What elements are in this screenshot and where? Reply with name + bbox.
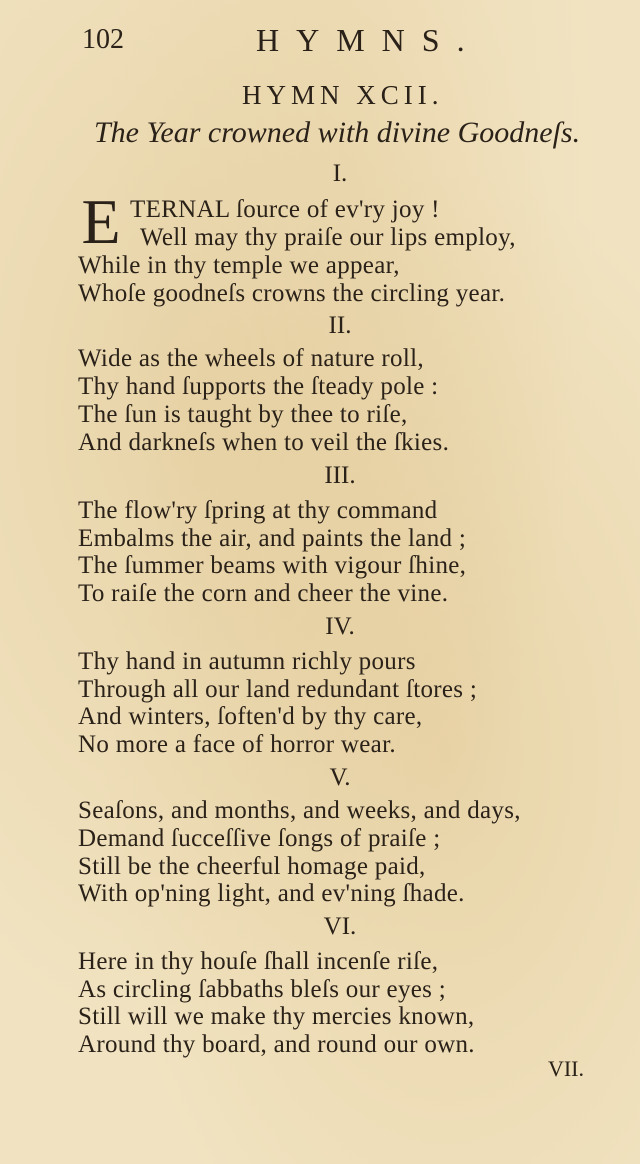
verse-line: TERNAL ſource of ev'ry joy ! bbox=[130, 196, 440, 223]
verse-line: And winters, ſoften'd by thy care, bbox=[78, 703, 423, 730]
verse-line: Embalms the air, and paints the land ; bbox=[78, 525, 467, 552]
verse-line: The flow'ry ſpring at thy command bbox=[78, 497, 438, 524]
verse-line: Whoſe goodneſs crowns the circling year. bbox=[78, 280, 506, 307]
verse-line: And darkneſs when to veil the ſkies. bbox=[78, 429, 450, 456]
verse-line: To raiſe the corn and cheer the vine. bbox=[78, 580, 449, 607]
verse-line: Well may thy praiſe our lips employ, bbox=[140, 224, 516, 251]
catchword: VII. bbox=[547, 1056, 584, 1081]
stanza-numeral-4: IV. bbox=[325, 613, 355, 640]
verse-line: Through all our land redundant ſtores ; bbox=[78, 676, 478, 703]
hymn-number: HYMN XCII. bbox=[242, 80, 444, 110]
stanza-numeral-5: V. bbox=[329, 764, 351, 791]
verse-line: Demand ſucceſſive ſongs of praiſe ; bbox=[78, 825, 441, 852]
verse-line: Thy hand in autumn richly pours bbox=[78, 648, 416, 675]
drop-cap: E bbox=[81, 186, 121, 257]
hymn-title: The Year crowned with divine Goodneſs. bbox=[94, 116, 581, 149]
verse-line: Thy hand ſupports the ſteady pole : bbox=[78, 373, 439, 400]
verse-line: Around thy board, and round our own. bbox=[78, 1031, 475, 1058]
verse-line: While in thy temple we appear, bbox=[78, 252, 400, 279]
stanza-numeral-3: III. bbox=[324, 462, 356, 489]
verse-line: Seaſons, and months, and weeks, and days, bbox=[78, 797, 521, 824]
verse-line: The ſummer beams with vigour ſhine, bbox=[78, 552, 467, 579]
verse-line: No more a face of horror wear. bbox=[78, 731, 396, 758]
verse-line: With op'ning light, and ev'ning ſhade. bbox=[78, 880, 465, 907]
running-title: HYMNS. bbox=[256, 22, 482, 58]
page-number: 102 bbox=[82, 24, 124, 55]
verse-line: Wide as the wheels of nature roll, bbox=[78, 345, 424, 372]
verse-line: Still be the cheerful homage paid, bbox=[78, 853, 426, 880]
verse-line: Here in thy houſe ſhall incenſe riſe, bbox=[78, 948, 439, 975]
stanza-numeral-1: I. bbox=[332, 160, 348, 187]
verse-line: Still will we make thy mercies known, bbox=[78, 1003, 475, 1030]
stanza-numeral-2: II. bbox=[328, 312, 352, 339]
verse-line: As circling ſabbaths bleſs our eyes ; bbox=[78, 976, 446, 1003]
stanza-numeral-6: VI. bbox=[323, 913, 357, 940]
verse-line: The ſun is taught by thee to riſe, bbox=[78, 401, 408, 428]
